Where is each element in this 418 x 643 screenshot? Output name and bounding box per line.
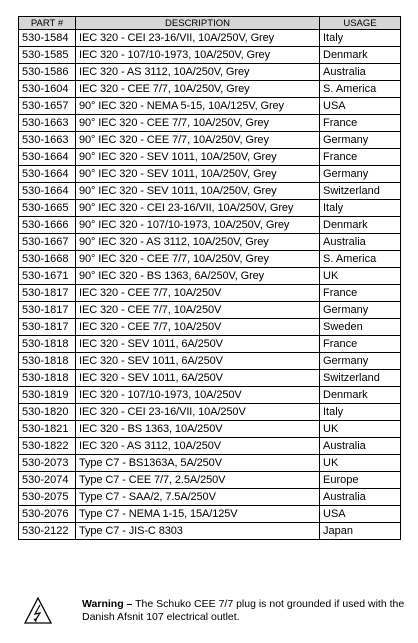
table-row — [19, 149, 401, 166]
warning-text-block — [82, 598, 412, 624]
table-row — [19, 438, 401, 455]
description-cell: IEC 320 - SEV 1011, 6A/250V — [76, 370, 320, 387]
header-usage: USAGE — [320, 17, 401, 30]
table-row — [19, 302, 401, 319]
usage-cell: Europe — [320, 472, 401, 489]
power-cord-table — [18, 16, 401, 540]
description-cell: Type C7 - CEE 7/7, 2.5A/250V — [76, 472, 320, 489]
table-body — [19, 30, 401, 540]
table-row — [19, 166, 401, 183]
table-row — [19, 47, 401, 64]
table-row — [19, 234, 401, 251]
usage-cell: France — [320, 149, 401, 166]
part-number-cell: 530-1664 — [19, 166, 76, 183]
description-cell: IEC 320 - 107/10-1973, 10A/250V, Grey — [76, 47, 320, 64]
warning-message: The Schuko CEE 7/7 plug is not grounded if used with the Danish Afsnit 107 electrical outlet. — [82, 598, 405, 623]
table-row — [19, 523, 401, 540]
usage-cell: Australia — [320, 64, 401, 81]
part-number-cell: 530-1817 — [19, 285, 76, 302]
part-number-cell: 530-1818 — [19, 336, 76, 353]
description-cell: 90° IEC 320 - CEE 7/7, 10A/250V, Grey — [76, 251, 320, 268]
table-header-row — [19, 17, 401, 30]
table-row — [19, 472, 401, 489]
table-row — [19, 183, 401, 200]
usage-cell: France — [320, 285, 401, 302]
description-cell: 90° IEC 320 - BS 1363, 6A/250V, Grey — [76, 268, 320, 285]
usage-cell: France — [320, 336, 401, 353]
table-row — [19, 370, 401, 387]
table-row — [19, 217, 401, 234]
description-cell: IEC 320 - AS 3112, 10A/250V, Grey — [76, 64, 320, 81]
usage-cell: S. America — [320, 81, 401, 98]
usage-cell: Denmark — [320, 217, 401, 234]
description-cell: Type C7 - JIS-C 8303 — [76, 523, 320, 540]
part-number-cell: 530-1667 — [19, 234, 76, 251]
description-cell: IEC 320 - BS 1363, 10A/250V — [76, 421, 320, 438]
description-cell: Type C7 - BS1363A, 5A/250V — [76, 455, 320, 472]
usage-cell: Germany — [320, 353, 401, 370]
usage-cell: Switzerland — [320, 370, 401, 387]
part-number-cell: 530-1821 — [19, 421, 76, 438]
table-row — [19, 132, 401, 149]
description-cell: 90° IEC 320 - AS 3112, 10A/250V, Grey — [76, 234, 320, 251]
description-cell: Type C7 - SAA/2, 7.5A/250V — [76, 489, 320, 506]
usage-cell: Australia — [320, 489, 401, 506]
description-cell: IEC 320 - CEI 23-16/VII, 10A/250V, Grey — [76, 30, 320, 47]
description-cell: 90° IEC 320 - SEV 1011, 10A/250V, Grey — [76, 149, 320, 166]
part-number-cell: 530-1817 — [19, 319, 76, 336]
part-number-cell: 530-1663 — [19, 132, 76, 149]
usage-cell: Italy — [320, 30, 401, 47]
description-cell: 90° IEC 320 - CEI 23-16/VII, 10A/250V, Grey — [76, 200, 320, 217]
usage-cell: Switzerland — [320, 183, 401, 200]
part-number-cell: 530-1817 — [19, 302, 76, 319]
part-number-cell: 530-1668 — [19, 251, 76, 268]
description-cell: IEC 320 - SEV 1011, 6A/250V — [76, 336, 320, 353]
part-number-cell: 530-1671 — [19, 268, 76, 285]
table-row — [19, 319, 401, 336]
usage-cell: Denmark — [320, 387, 401, 404]
usage-cell: UK — [320, 421, 401, 438]
part-number-cell: 530-1822 — [19, 438, 76, 455]
table-row — [19, 353, 401, 370]
part-number-cell: 530-1663 — [19, 115, 76, 132]
part-number-cell: 530-2074 — [19, 472, 76, 489]
description-cell: 90° IEC 320 - SEV 1011, 10A/250V, Grey — [76, 183, 320, 200]
table-row — [19, 506, 401, 523]
description-cell: 90° IEC 320 - NEMA 5-15, 10A/125V, Grey — [76, 98, 320, 115]
usage-cell: Denmark — [320, 47, 401, 64]
part-number-cell: 530-2075 — [19, 489, 76, 506]
table-row — [19, 455, 401, 472]
description-cell: IEC 320 - CEE 7/7, 10A/250V — [76, 285, 320, 302]
header-description: DESCRIPTION — [76, 17, 320, 30]
usage-cell: Australia — [320, 234, 401, 251]
part-number-cell: 530-1820 — [19, 404, 76, 421]
description-cell: IEC 320 - 107/10-1973, 10A/250V — [76, 387, 320, 404]
table-row — [19, 285, 401, 302]
part-number-cell: 530-1604 — [19, 81, 76, 98]
table-row — [19, 115, 401, 132]
part-number-cell: 530-2073 — [19, 455, 76, 472]
part-number-cell: 530-1664 — [19, 183, 76, 200]
usage-cell: UK — [320, 455, 401, 472]
usage-cell: Italy — [320, 404, 401, 421]
part-number-cell: 530-2122 — [19, 523, 76, 540]
description-cell: Type C7 - NEMA 1-15, 15A/125V — [76, 506, 320, 523]
part-number-cell: 530-1586 — [19, 64, 76, 81]
table-row — [19, 421, 401, 438]
table-row — [19, 30, 401, 47]
usage-cell: Germany — [320, 302, 401, 319]
table-row — [19, 489, 401, 506]
part-number-cell: 530-1818 — [19, 353, 76, 370]
table-row — [19, 336, 401, 353]
warning-label: Warning – — [82, 598, 133, 610]
table-row — [19, 251, 401, 268]
table-row — [19, 98, 401, 115]
part-number-cell: 530-2076 — [19, 506, 76, 523]
description-cell: IEC 320 - CEE 7/7, 10A/250V — [76, 302, 320, 319]
usage-cell: Australia — [320, 438, 401, 455]
table-row — [19, 387, 401, 404]
description-cell: IEC 320 - SEV 1011, 6A/250V — [76, 353, 320, 370]
usage-cell: UK — [320, 268, 401, 285]
description-cell: IEC 320 - CEE 7/7, 10A/250V, Grey — [76, 81, 320, 98]
description-cell: IEC 320 - CEE 7/7, 10A/250V — [76, 319, 320, 336]
table-row — [19, 81, 401, 98]
description-cell: 90° IEC 320 - CEE 7/7, 10A/250V, Grey — [76, 132, 320, 149]
part-number-cell: 530-1664 — [19, 149, 76, 166]
usage-cell: France — [320, 115, 401, 132]
electrical-hazard-icon — [24, 597, 52, 625]
part-number-cell: 530-1584 — [19, 30, 76, 47]
usage-cell: Germany — [320, 166, 401, 183]
usage-cell: Germany — [320, 132, 401, 149]
description-cell: IEC 320 - CEI 23-16/VII, 10A/250V — [76, 404, 320, 421]
usage-cell: Japan — [320, 523, 401, 540]
description-cell: 90° IEC 320 - 107/10-1973, 10A/250V, Grey — [76, 217, 320, 234]
description-cell: IEC 320 - AS 3112, 10A/250V — [76, 438, 320, 455]
part-number-cell: 530-1818 — [19, 370, 76, 387]
description-cell: 90° IEC 320 - SEV 1011, 10A/250V, Grey — [76, 166, 320, 183]
part-number-cell: 530-1819 — [19, 387, 76, 404]
warning-note — [24, 597, 404, 631]
part-number-cell: 530-1665 — [19, 200, 76, 217]
usage-cell: USA — [320, 98, 401, 115]
usage-cell: Italy — [320, 200, 401, 217]
header-part-number: PART # — [19, 17, 76, 30]
usage-cell: USA — [320, 506, 401, 523]
description-cell: 90° IEC 320 - CEE 7/7, 10A/250V, Grey — [76, 115, 320, 132]
table-row — [19, 404, 401, 421]
part-number-cell: 530-1666 — [19, 217, 76, 234]
usage-cell: Sweden — [320, 319, 401, 336]
part-number-cell: 530-1585 — [19, 47, 76, 64]
table-row — [19, 64, 401, 81]
table-row — [19, 268, 401, 285]
part-number-cell: 530-1657 — [19, 98, 76, 115]
table-row — [19, 200, 401, 217]
usage-cell: S. America — [320, 251, 401, 268]
